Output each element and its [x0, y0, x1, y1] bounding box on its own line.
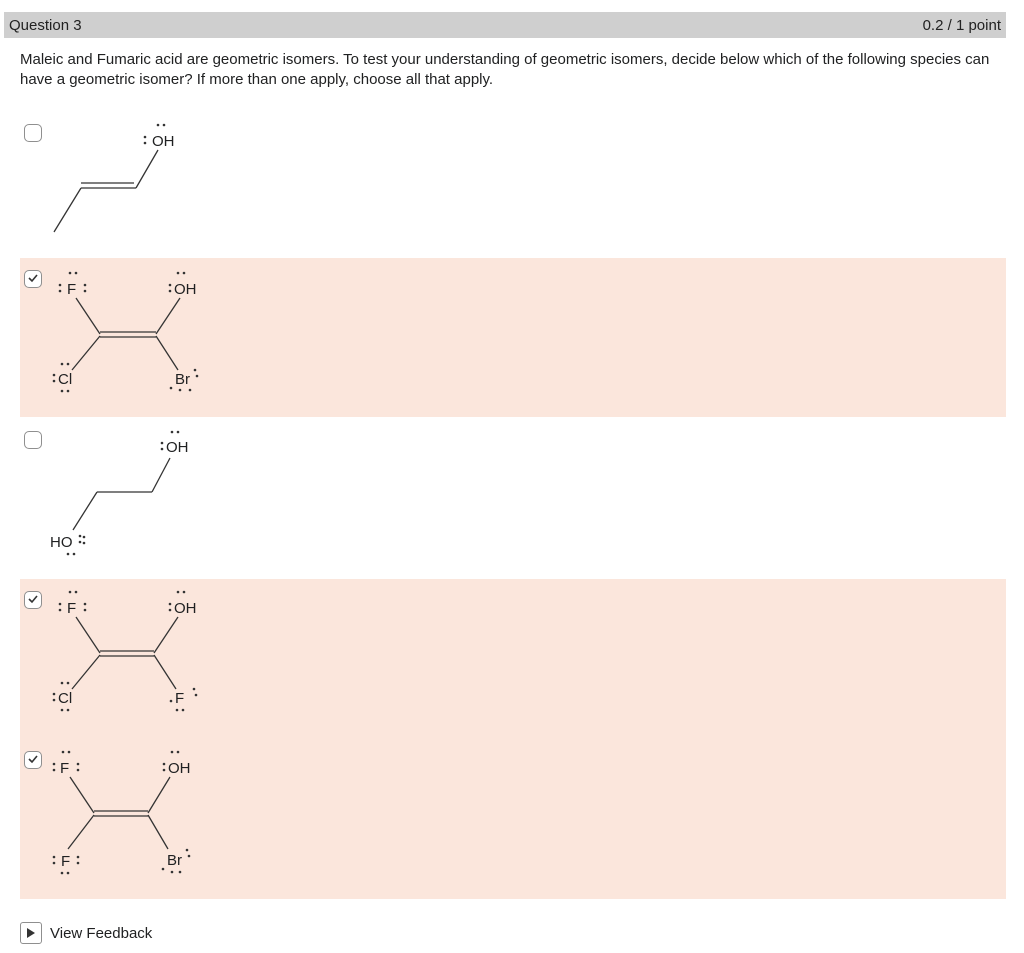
- option-2-structure: [20, 258, 320, 417]
- option-1-structure: [20, 112, 320, 252]
- option-4-cl-label: Cl: [58, 690, 73, 707]
- question-title: Question 3: [9, 16, 82, 34]
- view-feedback-label[interactable]: View Feedback: [50, 924, 153, 942]
- question-header: [4, 12, 1006, 38]
- option-4-f-label: F: [67, 600, 77, 617]
- option-3-structure: [20, 420, 320, 575]
- option-3-ho-label: HO: [50, 534, 73, 551]
- option-3-oh-label: OH: [166, 439, 189, 456]
- question-points: 0.2 / 1 point: [922, 16, 1001, 34]
- option-5-f-label: F: [60, 760, 70, 777]
- option-2-cl-label: Cl: [58, 371, 73, 388]
- option-5[interactable]: [20, 739, 1006, 899]
- option-1[interactable]: [20, 112, 1006, 252]
- view-feedback-button[interactable]: [20, 922, 152, 944]
- option-1-oh-label: OH: [152, 133, 175, 150]
- option-5-f2-label: F: [61, 853, 71, 870]
- option-4-f2-label: F: [175, 690, 185, 707]
- option-3[interactable]: [20, 420, 1006, 575]
- option-5-br-label: Br: [167, 852, 182, 869]
- option-2[interactable]: [20, 258, 1006, 417]
- option-2-f-label: F: [67, 281, 77, 298]
- option-4-structure: [20, 579, 320, 739]
- option-5-oh-label: OH: [168, 760, 191, 777]
- option-2-br-label: Br: [175, 371, 190, 388]
- option-5-structure: [20, 739, 320, 899]
- option-4-oh-label: OH: [174, 600, 197, 617]
- question-text: Maleic and Fumaric acid are geometric isomers. To test your understanding of geometric isomers, decide below which of the following species can have a geometric isomer? If more than one apply, choose all that apply.: [20, 51, 990, 88]
- play-triangle-icon[interactable]: [20, 922, 42, 944]
- option-2-oh-label: OH: [174, 281, 197, 298]
